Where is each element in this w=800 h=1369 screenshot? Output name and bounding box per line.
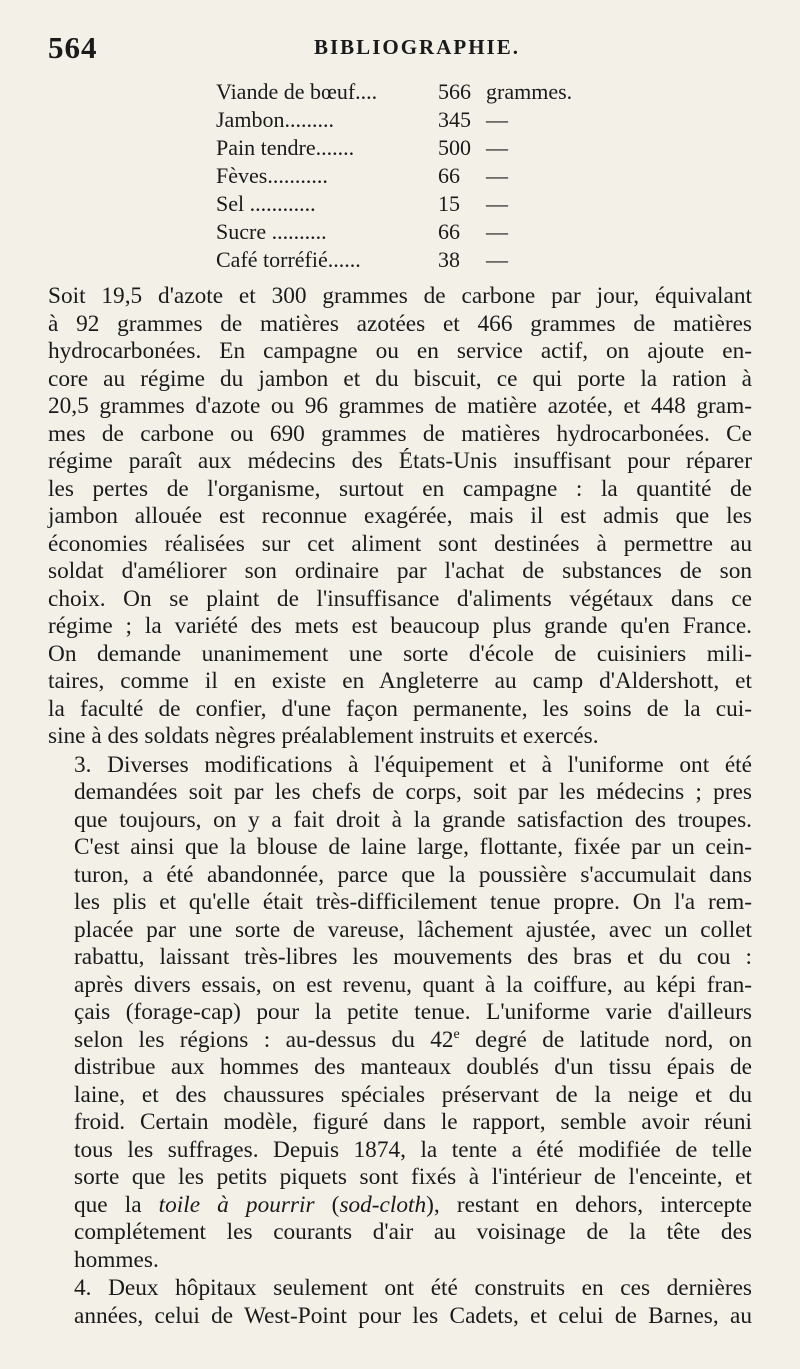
text-fragment: ( <box>314 1191 340 1218</box>
ration-row <box>216 218 596 246</box>
text-fragment: selon les régions : au-dessus du 42 <box>74 1026 454 1053</box>
ration-item: Sel ............ <box>216 191 316 216</box>
text-line: Soit 19,5 d'azote et 300 grammes de carbone par jour, équivalant <box>48 283 752 309</box>
text-line: à 92 grammes de matières azotées et 466 grammes de matières <box>48 310 752 337</box>
ration-item: Sucre .......... <box>216 219 327 244</box>
text-line: taires, comme il en existe en Angleterre au camp d'Aldershott, et <box>48 668 752 694</box>
text-line: distribue aux hommes des manteaux doublés d'un tissu épais de <box>74 1054 752 1080</box>
text-line: les plis et qu'elle était très-difficilement tenue propre. On l'a rem- <box>74 889 752 915</box>
text-line <box>48 1192 752 1220</box>
ration-unit: — <box>486 191 508 216</box>
ration-unit: — <box>486 219 508 244</box>
ration-quantity: 500 <box>438 135 471 160</box>
running-title: BIBLIOGRAPHIE. <box>314 35 520 59</box>
ration-unit: grammes. <box>486 79 573 104</box>
ration-item: Café torréfié...... <box>216 247 361 272</box>
text-line: hommes. <box>74 1246 159 1273</box>
ration-row <box>216 162 596 190</box>
text-line: core au régime du jambon et du biscuit, ce qui porte la ration à <box>48 365 752 392</box>
page-number: 564 <box>48 30 98 65</box>
text-line: après divers essais, on est revenu, quant à la coiffure, au képi fran- <box>74 971 752 998</box>
ration-item: Jambon......... <box>216 107 334 132</box>
ration-table <box>216 78 596 274</box>
ration-quantity: 66 <box>438 219 460 244</box>
paragraph-hospitals <box>48 1275 752 1330</box>
ration-row <box>216 134 596 162</box>
ration-row <box>216 246 596 274</box>
text-line: turon, a été abandonnée, parce que la poussière s'accumulait dans <box>74 861 752 888</box>
text-fragment: degré de latitude nord, on <box>459 1026 752 1053</box>
ration-row <box>216 78 596 106</box>
ration-unit: — <box>486 163 508 188</box>
italic-term: sod-cloth <box>339 1191 427 1218</box>
superscript: e <box>453 1026 460 1042</box>
ration-unit: — <box>486 247 508 272</box>
text-fragment: ), restant en dehors, intercepte <box>426 1191 753 1218</box>
text-line: demandées soit par les chefs de corps, soit par les médecins ; pres <box>74 779 752 805</box>
ration-item: Fèves........... <box>216 163 328 188</box>
text-line: placée par une sorte de vareuse, lâchement ajustée, avec un collet <box>74 916 752 943</box>
ration-quantity: 66 <box>438 163 460 188</box>
ration-quantity: 345 <box>438 107 471 132</box>
text-line: laine, et des chaussures spéciales préservant de la neige et du <box>74 1081 752 1108</box>
text-line: complétement les courants d'air au voisinage de la tête des <box>74 1219 752 1245</box>
text-line: mes de carbone ou 690 grammes de matières hydrocarbonées. Ce <box>48 420 752 447</box>
ration-quantity: 566 <box>438 79 471 104</box>
text-line: que toujours, on y a fait droit à la grande satisfaction des troupes. <box>74 806 752 833</box>
text-line <box>48 1027 752 1055</box>
body-text <box>48 283 752 1330</box>
text-line: tous les suffrages. Depuis 1874, la tente a été modifiée de telle <box>74 1136 752 1163</box>
text-line: 3. Diverses modifications à l'équipement et à l'uniforme ont été <box>74 751 752 778</box>
text-line: choix. On se plaint de l'insuffisance d'aliments végétaux dans ce <box>48 585 752 612</box>
text-line: jambon allouée est reconnue exagérée, mais il est admis que les <box>48 503 752 529</box>
text-line: rabattu, laissant très-libres les mouvements des bras et du cou : <box>74 944 752 970</box>
text-line: 20,5 grammes d'azote ou 96 grammes de matière azotée, et 448 gram- <box>48 393 752 419</box>
text-line: sine à des soldats nègres préalablement instruits et exercés. <box>48 723 599 749</box>
text-line: hydrocarbonées. En campagne ou en service actif, on ajoute en- <box>48 338 752 364</box>
text-line: années, celui de West-Point pour les Cadets, et celui de Barnes, au <box>74 1302 752 1329</box>
paragraph-equipment <box>48 752 752 1275</box>
text-fragment: que la <box>74 1191 159 1218</box>
ration-item: Pain tendre....... <box>216 135 355 160</box>
text-line: les pertes de l'organisme, surtout en campagne : la quantité de <box>48 475 752 502</box>
text-line: régime paraît aux médecins des États-Unis insuffisant pour réparer <box>48 448 752 474</box>
ration-quantity: 15 <box>438 191 460 216</box>
ration-unit: — <box>486 107 508 132</box>
text-line: régime ; la variété des mets est beaucoup plus grande qu'en France. <box>48 613 752 639</box>
text-line: la faculté de confier, d'une façon permanente, les soins de la cui- <box>48 695 752 722</box>
text-line: C'est ainsi que la blouse de laine large, flottante, fixée par un cein- <box>74 834 752 860</box>
ration-unit: — <box>486 135 508 160</box>
ration-quantity: 38 <box>438 247 460 272</box>
text-line: On demande unanimement une sorte d'école de cuisiniers mili- <box>48 640 752 667</box>
ration-item: Viande de bœuf.... <box>216 79 378 104</box>
text-line: sorte que les petits piquets sont fixés à l'intérieur de l'enceinte, et <box>74 1164 752 1190</box>
ration-row <box>216 106 596 134</box>
page-header <box>48 30 748 70</box>
ration-row <box>216 190 596 218</box>
text-line: économies réalisées sur cet aliment sont destinées à permettre au <box>48 530 752 557</box>
text-line: froid. Certain modèle, figuré dans le rapport, semble avoir réuni <box>74 1109 752 1135</box>
text-line: çais (forage-cap) pour la petite tenue. L'uniforme varie d'ailleurs <box>74 999 752 1025</box>
text-line: 4. Deux hôpitaux seulement ont été construits en ces dernières <box>74 1275 752 1301</box>
paragraph-ration-summary <box>48 283 752 751</box>
text-line: soldat d'améliorer son ordinaire par l'achat de substances de son <box>48 558 752 584</box>
italic-term: toile à pourrir <box>158 1191 315 1218</box>
